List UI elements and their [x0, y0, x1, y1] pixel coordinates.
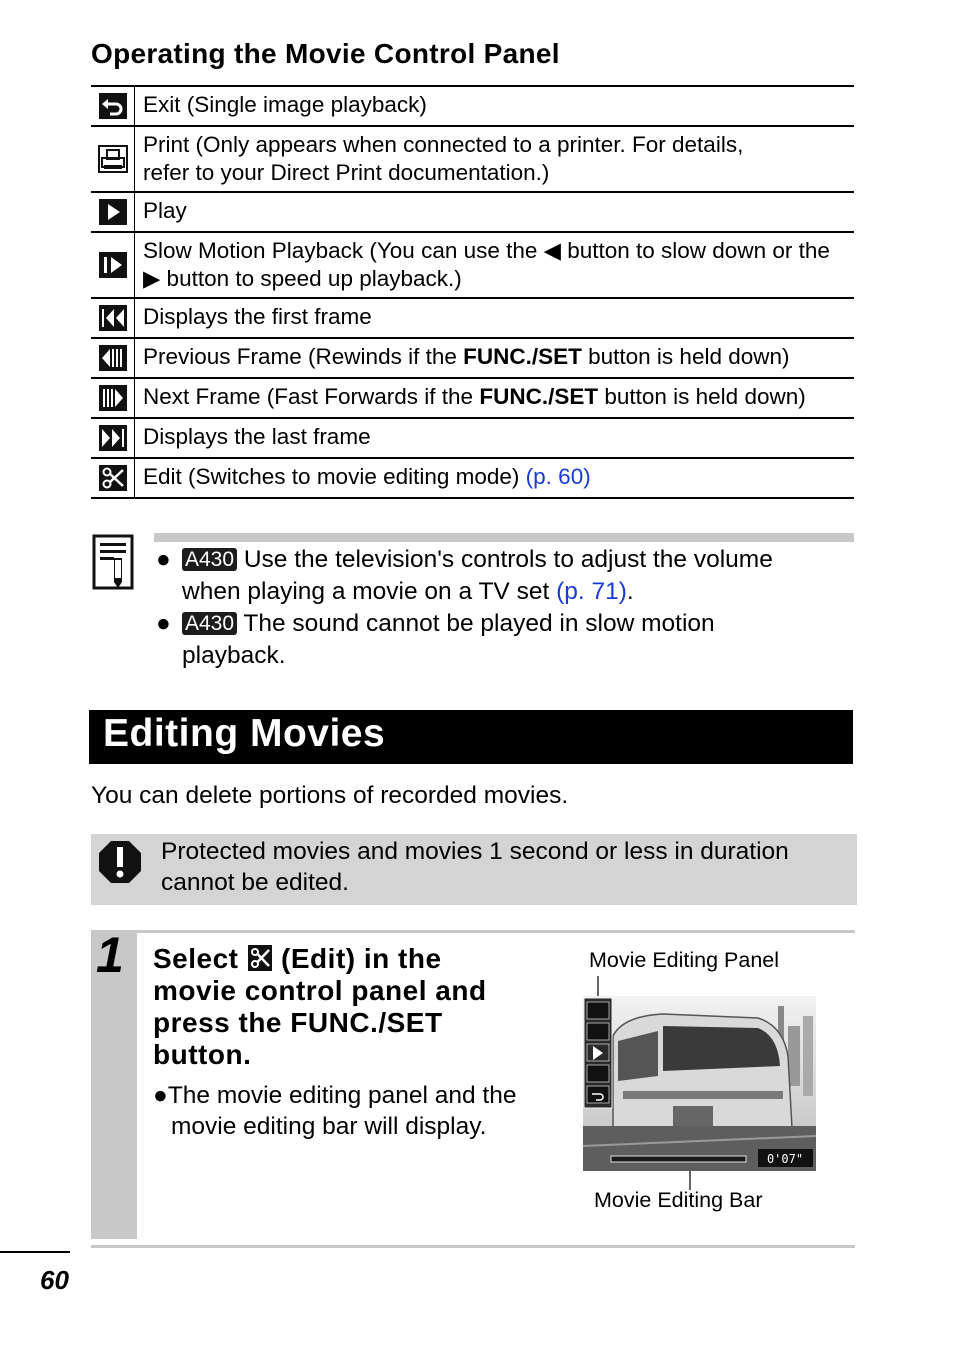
next-frame-icon — [98, 384, 128, 412]
page-link[interactable]: (p. 60) — [525, 464, 591, 489]
row-text: Previous Frame (Rewinds if the — [143, 344, 464, 369]
list-item — [156, 608, 856, 672]
section-title: Editing Movies — [103, 712, 386, 755]
editing-panel-cut-back-icon[interactable] — [587, 1023, 609, 1040]
step-title-line: button. — [153, 1039, 252, 1070]
table-row — [91, 418, 854, 458]
table-row — [91, 192, 854, 232]
step-title-line — [153, 943, 553, 975]
edit-scissors-icon — [98, 464, 128, 492]
caution-icon — [97, 839, 143, 885]
row-text: refer to your Direct Print documentation.) — [143, 160, 550, 185]
camera-screen-image — [583, 996, 816, 1171]
row-text: Displays the last frame — [135, 418, 855, 458]
model-badge: A430 — [182, 548, 237, 571]
func-set-label: FUNC./SET — [479, 384, 599, 409]
caution-text — [161, 836, 851, 898]
step-title-line: movie control panel and — [153, 975, 487, 1006]
model-badge: A430 — [182, 612, 237, 635]
row-text: Slow Motion Playback (You can use the ◀ button to slow down or the — [143, 238, 830, 263]
step-number: 1 — [96, 927, 124, 983]
row-text: button is held down) — [598, 384, 806, 409]
step-title-text: (Edit) in the — [272, 943, 442, 974]
bullet-icon: ● — [153, 1082, 168, 1109]
caption-editing-bar: Movie Editing Bar — [594, 1188, 763, 1212]
note-divider — [154, 533, 854, 542]
row-text: ▶ button to speed up playback.) — [143, 266, 462, 291]
step-bullet-line: movie editing bar will display. — [171, 1113, 487, 1140]
slow-motion-icon — [98, 251, 128, 279]
step-title-text: Select — [153, 943, 247, 974]
caution-line: cannot be edited. — [161, 869, 349, 896]
note-text: playback. — [182, 642, 286, 669]
table-row — [91, 378, 854, 418]
row-text: Edit (Switches to movie editing mode) — [143, 464, 526, 489]
caution-line: Protected movies and movies 1 second or less in duration — [161, 838, 789, 865]
intro-text: You can delete portions of recorded movies. — [91, 782, 569, 809]
movie-control-table — [91, 85, 854, 499]
section-banner — [89, 710, 853, 764]
func-set-label: FUNC./SET — [463, 344, 582, 369]
caption-editing-panel: Movie Editing Panel — [589, 948, 780, 972]
editing-panel-cut-icon[interactable] — [587, 1002, 609, 1019]
table-row — [91, 232, 854, 298]
editing-panel-save-icon[interactable] — [587, 1065, 609, 1082]
step-bullet-text: The movie editing panel and the — [167, 1082, 517, 1109]
table-row — [91, 126, 854, 192]
table-row — [91, 298, 854, 338]
row-text: button is held down) — [581, 344, 790, 369]
row-text: Displays the first frame — [135, 298, 855, 338]
memo-icon — [92, 534, 136, 592]
step-bullet — [153, 1080, 553, 1142]
page-link[interactable]: (p. 71) — [556, 578, 627, 605]
note-text: Use the television's controls to adjust the volume — [237, 546, 773, 573]
row-text: Play — [135, 192, 855, 232]
previous-frame-icon — [98, 344, 128, 372]
table-row — [91, 458, 854, 498]
step-bullet-line — [153, 1080, 553, 1111]
step-title-line: press the FUNC./SET — [153, 1007, 443, 1038]
last-frame-icon — [98, 424, 128, 452]
first-frame-icon — [98, 304, 128, 332]
step-title — [153, 943, 553, 1071]
time-readout: 0'07" — [766, 1152, 804, 1166]
exit-icon — [98, 92, 128, 120]
table-row — [91, 86, 854, 126]
list-item — [156, 544, 856, 608]
edit-scissors-icon — [247, 944, 273, 972]
print-icon — [98, 145, 128, 173]
row-text: Exit (Single image playback) — [135, 86, 855, 126]
footer-rule — [0, 1251, 70, 1253]
note-text: . — [626, 578, 634, 605]
bullet-icon: ● — [156, 546, 171, 573]
bullet-icon: ● — [156, 610, 171, 637]
note-text: when playing a movie on a TV set — [182, 578, 557, 605]
table-row — [91, 338, 854, 378]
note-text: The sound cannot be played in slow motion — [237, 610, 715, 637]
note-list — [156, 544, 856, 672]
play-icon — [98, 198, 128, 226]
section-heading: Operating the Movie Control Panel — [91, 38, 560, 69]
row-text: Print (Only appears when connected to a printer. For details, — [143, 132, 744, 157]
page-number: 60 — [40, 1265, 69, 1295]
row-text: Next Frame (Fast Forwards if the — [143, 384, 480, 409]
